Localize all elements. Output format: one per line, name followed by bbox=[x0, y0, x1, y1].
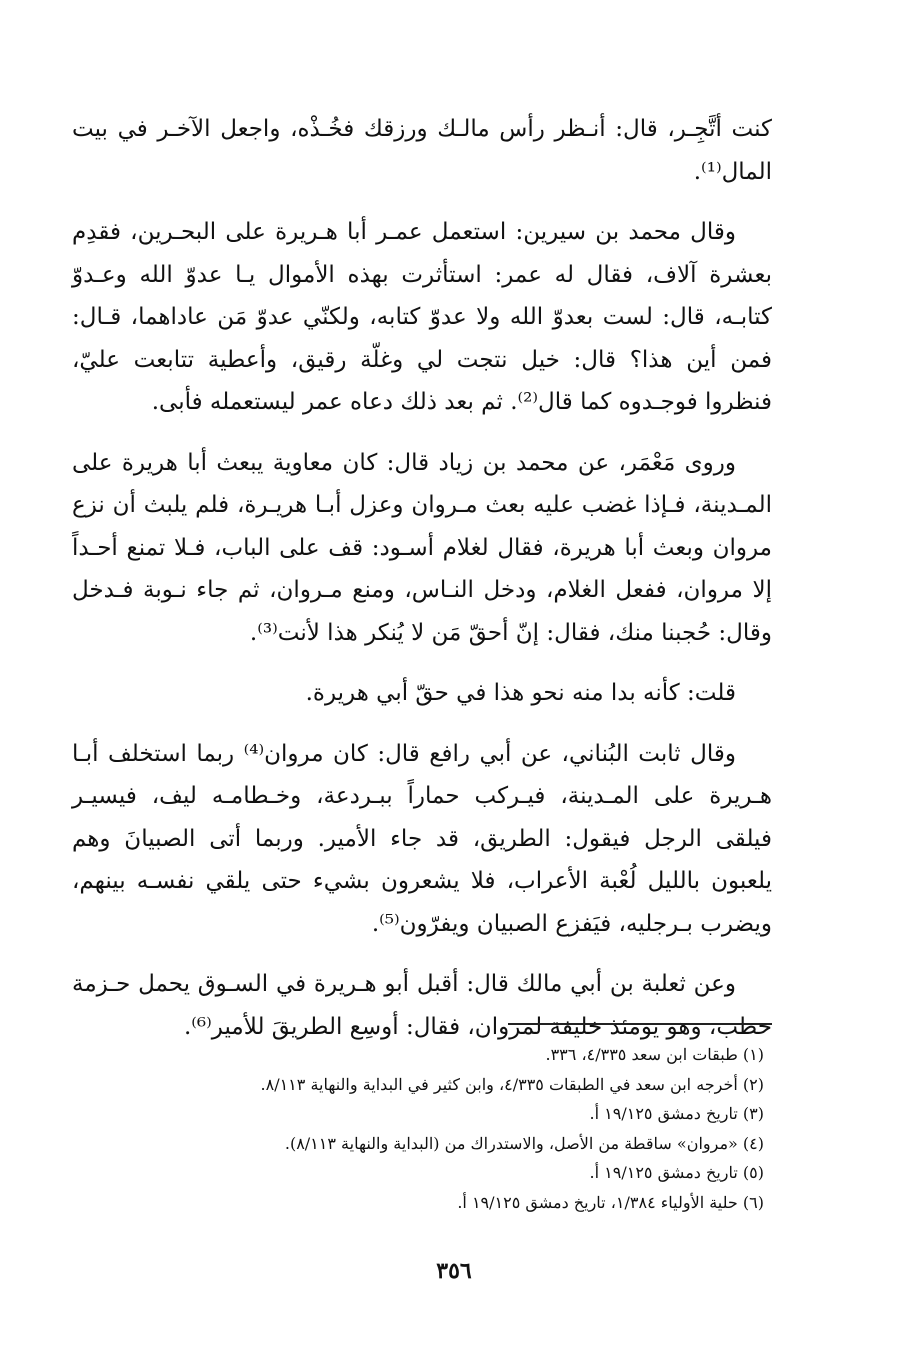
page-number: ٣٥٦ bbox=[436, 1258, 472, 1284]
footnote-3: (٣) تاريخ دمشق ١٩/١٢٥ أ. bbox=[589, 1104, 764, 1123]
footnote-1: (١) طبقات ابن سعد ٤/٣٣٥، ٣٣٦. bbox=[545, 1045, 764, 1064]
paragraph-6: وعن ثعلبة بن أبي مالك قال: أقبل أبو هـريرة في السـوق يحمل حـزمة حطب، وهو يومئذ خليفة لمروان، فقال: أوسِع الطريقَ للأمير⁽⁶⁾. bbox=[72, 971, 772, 1040]
footnote-6: (٦) حلية الأولياء ١/٣٨٤، تاريخ دمشق ١٩/١٢٥ أ. bbox=[457, 1192, 764, 1212]
paragraph-5: وقال ثابت البُناني، عن أبي رافع قال: كان مروان⁽⁴⁾ ربما استخلف أبـا هـريرة على المـدينة، فيـركب حماراً ببـردعة، وخـطامـه ليف، فيسيـر فيلقى الرجل فيقول: الطريق، قد جاء الأمير. وربما أتى الصبيانَ وهم يلعبون بالليل لُعْبة الأعراب، فلا يشعرون بشيء حتى يلقي نفسـه بينهم، ويضرب بـرجليه، فيَفزع الصبيان ويفرّون⁽⁵⁾. bbox=[72, 740, 772, 937]
paragraph-4: قلت: كأنه بدا منه نحو هذا في حقّ أبي هريرة. bbox=[305, 680, 736, 706]
footnote-4: (٤) «مروان» ساقطة من الأصل، والاستدراك من (البداية والنهاية ٨/١١٣). bbox=[284, 1133, 764, 1153]
footnote-separator bbox=[508, 1023, 772, 1025]
footnotes bbox=[72, 1040, 772, 1217]
main-text bbox=[72, 108, 772, 1066]
paragraph-2: وقال محمد بن سيرين: استعمل عمـر أبا هـريرة على البحـرين، فقدِم بعشرة آلاف، فقال له عمر: استأثرت بهذه الأموال يـا عدوّ الله وعـدوّ كتابـه، قال: لست بعدوّ الله ولا عدوّ كتابه، ولكنّي عدوّ مَن عاداهما، قـال: فمن أين هذا؟ قال: خيل نتجت لي وغلّة رقيق، وأعطية تتابعت عليّ، فنظروا فوجـدوه كما قال⁽²⁾. ثم بعد ذلك دعاه عمر ليستعمله فأبى. bbox=[72, 219, 772, 415]
footnote-5: (٥) تاريخ دمشق ١٩/١٢٥ أ. bbox=[589, 1163, 764, 1182]
paragraph-1: كنت أتَّجِـر، قال: أنـظر رأس مالـك ورزقك فخُـذْه، واجعل الآخـر في بيت المال⁽¹⁾. bbox=[72, 116, 772, 185]
paragraph-3: وروى مَعْمَر، عن محمد بن زياد قال: كان معاوية يبعث أبا هريرة على المـدينة، فـإذا غضب عليه بعث مـروان وعزل أبـا هريـرة، فلم يلبث أن نزع مروان وبعث أبا هريرة، فقال لغلام أسـود: قف على الباب، فـلا تمنع أحـداً إلا مروان، ففعل الغلام، ودخل النـاس، ومنع مـروان، ثم جاء نـوبة فـدخل وقال: حُجبنا منك، فقال: إنّ أحقّ مَن لا يُنكر هذا لأنت⁽³⁾. bbox=[72, 449, 772, 646]
footnote-2: (٢) أخرجه ابن سعد في الطبقات ٤/٣٣٥، وابن كثير في البداية والنهاية ٨/١١٣. bbox=[260, 1074, 764, 1094]
